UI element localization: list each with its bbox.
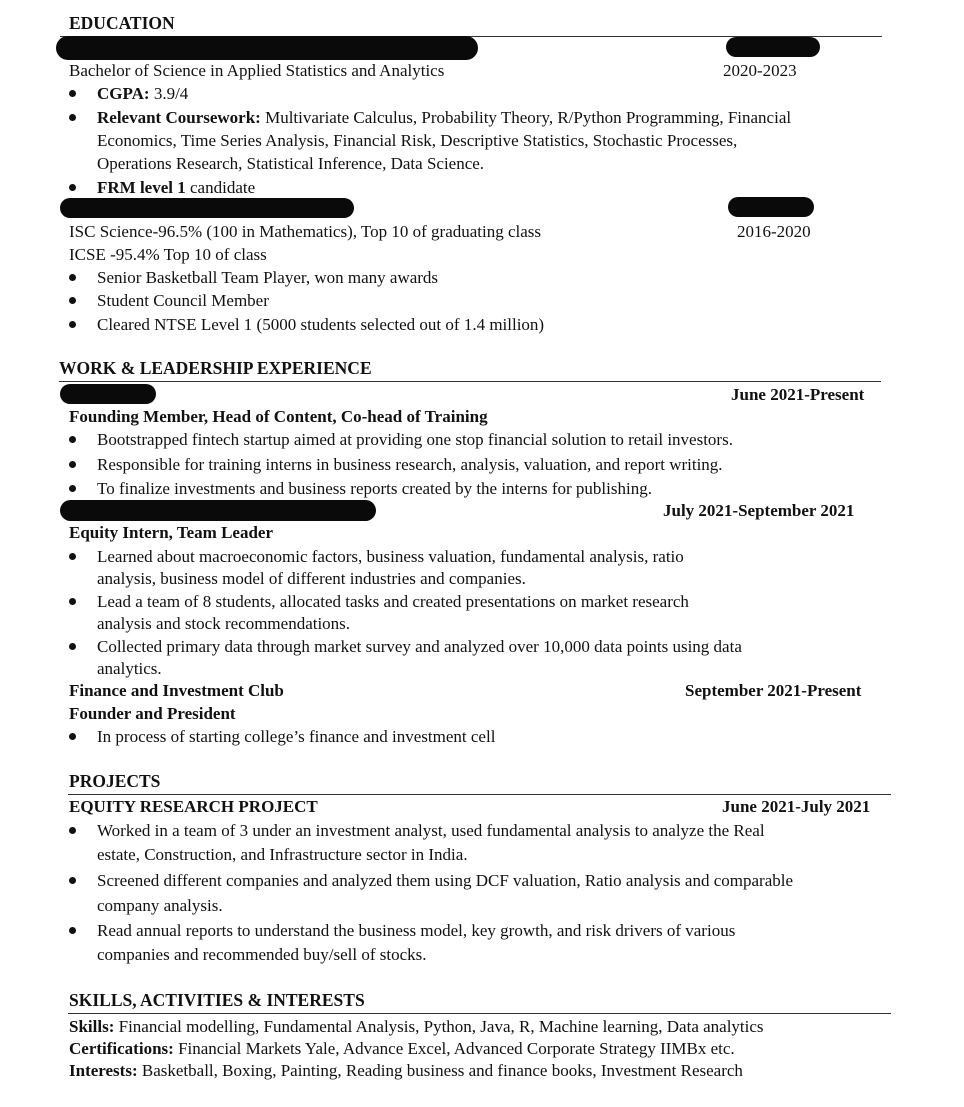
certifications-line: Certifications: Financial Markets Yale, Advance Excel, Advanced Corporate Strategy IIMBx etc. [69, 1039, 735, 1058]
work-heading: WORK & LEADERSHIP EXPERIENCE [59, 358, 372, 378]
club-dates: September 2021-Present [685, 681, 862, 700]
bullet-icon [69, 927, 76, 934]
job2-bullet-line: Lead a team of 8 students, allocated tasks and created presentations on market research [97, 592, 689, 611]
bullet-icon [69, 114, 76, 121]
job2-bullet-line: analysis and stock recommendations. [97, 614, 351, 633]
project-bullet-line: Worked in a team of 3 under an investment analyst, used fundamental analysis to analyze the Real [97, 821, 765, 840]
school-bullet: Student Council Member [97, 291, 269, 310]
school-bullet: Senior Basketball Team Player, won many awards [97, 268, 439, 287]
bullet-icon [69, 733, 76, 740]
skills-line: Skills: Financial modelling, Fundamental Analysis, Python, Java, R, Machine learning, Data analytics [69, 1017, 764, 1036]
skills-heading: SKILLS, ACTIVITIES & INTERESTS [69, 990, 365, 1010]
coursework-line: Operations Research, Statistical Inference, Data Science. [97, 154, 485, 173]
projects-heading: PROJECTS [69, 771, 161, 791]
club-name: Finance and Investment Club [69, 681, 284, 700]
job2-bullet-line: Collected primary data through market survey and analyzed over 10,000 data points using data [97, 637, 742, 656]
job2-bullet-line: Learned about macroeconomic factors, business valuation, fundamental analysis, ratio [97, 547, 684, 566]
job1-dates: June 2021-Present [731, 385, 865, 404]
section-divider [59, 381, 881, 382]
job2-bullet-line: analysis, business model of different industries and companies. [97, 569, 526, 588]
project-dates: June 2021-July 2021 [722, 797, 871, 816]
bullet-icon [69, 598, 76, 605]
redaction-bar [60, 384, 156, 404]
bullet-icon [69, 436, 76, 443]
job1-bullet: To finalize investments and business reports created by the interns for publishing. [97, 479, 652, 498]
project-bullet-line: Screened different companies and analyzed them using DCF valuation, Ratio analysis and comparable [97, 871, 794, 890]
bullet-icon [69, 274, 76, 281]
bullet-icon [69, 827, 76, 834]
degree-dates: 2020-2023 [723, 61, 797, 80]
school-bullet: Cleared NTSE Level 1 (5000 students selected out of 1.4 million) [97, 315, 545, 334]
job1-bullet: Responsible for training interns in business research, analysis, valuation, and report writing. [97, 455, 723, 474]
bullet-icon [69, 90, 76, 97]
bullet-icon [69, 553, 76, 560]
redaction-bar [728, 197, 814, 217]
school-dates: 2016-2020 [737, 222, 811, 241]
coursework-line: Economics, Time Series Analysis, Financial Risk, Descriptive Statistics, Stochastic Processes, [97, 131, 738, 150]
section-divider [68, 1013, 891, 1014]
degree-title: Bachelor of Science in Applied Statistics and Analytics [69, 61, 445, 80]
job1-bullet: Bootstrapped fintech startup aimed at providing one stop financial solution to retail investors. [97, 430, 733, 449]
project-bullet-line: Read annual reports to understand the business model, key growth, and risk drivers of various [97, 921, 736, 940]
gpa-line: CGPA: 3.9/4 [97, 84, 189, 103]
isc-result: ISC Science-96.5% (100 in Mathematics), Top 10 of graduating class [69, 222, 542, 241]
job2-bullet-line: analytics. [97, 659, 162, 678]
education-heading: EDUCATION [69, 13, 175, 33]
club-bullet: In process of starting college’s finance and investment cell [97, 727, 496, 746]
frm-line: FRM level 1 candidate [97, 178, 256, 197]
redaction-bar [56, 36, 478, 60]
project-bullet-line: estate, Construction, and Infrastructure sector in India. [97, 845, 468, 864]
project-bullet-line: company analysis. [97, 896, 223, 915]
project-title: EQUITY RESEARCH PROJECT [69, 797, 318, 816]
bullet-icon [69, 877, 76, 884]
icse-result: ICSE -95.4% Top 10 of class [69, 245, 267, 264]
redaction-bar [60, 198, 354, 218]
bullet-icon [69, 184, 76, 191]
bullet-icon [69, 297, 76, 304]
job2-dates: July 2021-September 2021 [663, 501, 855, 520]
job2-role: Equity Intern, Team Leader [69, 523, 274, 542]
interests-line: Interests: Basketball, Boxing, Painting, Reading business and finance books, Investment Research [69, 1061, 743, 1080]
redaction-bar [726, 37, 820, 57]
bullet-icon [69, 321, 76, 328]
project-bullet-line: companies and recommended buy/sell of stocks. [97, 945, 427, 964]
bullet-icon [69, 643, 76, 650]
club-role: Founder and President [69, 704, 236, 723]
coursework-line: Relevant Coursework: Multivariate Calculus, Probability Theory, R/Python Programming, Financial [97, 108, 792, 127]
bullet-icon [69, 461, 76, 468]
job1-role: Founding Member, Head of Content, Co-head of Training [69, 407, 488, 426]
redaction-bar [60, 500, 376, 521]
bullet-icon [69, 485, 76, 492]
